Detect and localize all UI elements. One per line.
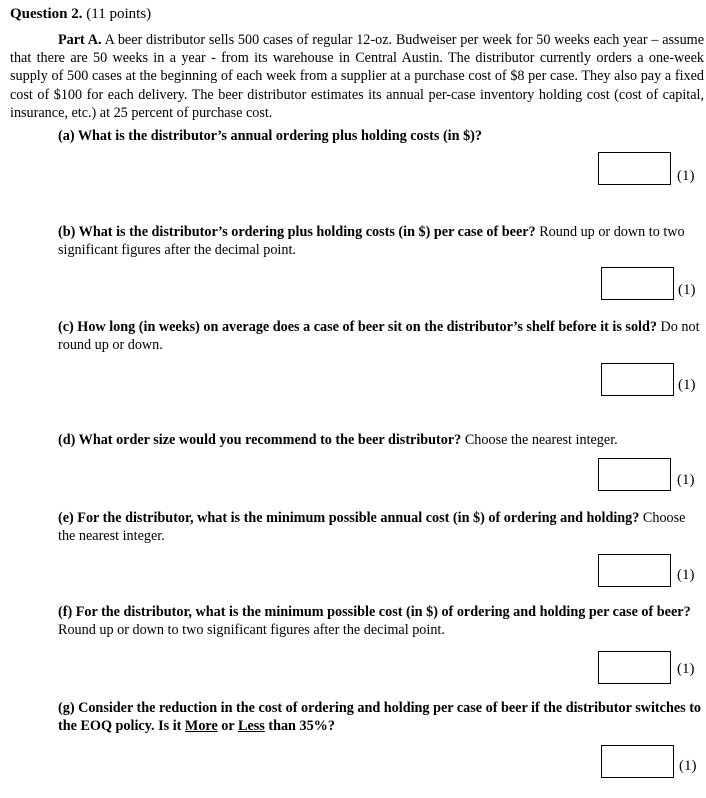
answer-box-g[interactable] — [601, 745, 674, 778]
question-c-note: Do not round up or down. — [58, 319, 700, 353]
part-a-label: Part A. — [58, 32, 102, 48]
question-header — [10, 6, 151, 23]
points-d: (1) — [677, 472, 695, 488]
question-d-text: (d) What order size would you recommend to the beer distributor? — [58, 432, 462, 448]
question-e-note: Choose the nearest integer. — [58, 510, 686, 544]
points-a: (1) — [677, 168, 695, 184]
question-d-note: Choose the nearest integer. — [464, 432, 618, 448]
points-c: (1) — [678, 377, 696, 393]
question-label: Question 2. — [10, 6, 83, 22]
points-b: (1) — [678, 282, 696, 298]
part-a-intro — [10, 31, 704, 122]
option-more: More — [184, 718, 218, 734]
answer-box-d[interactable] — [598, 458, 671, 491]
question-b-note: Round up or down to two significant figures after the decimal point. — [58, 224, 685, 258]
answer-box-f[interactable] — [598, 651, 671, 684]
part-a-text: A beer distributor sells 500 cases of regular 12-oz. Budweiser per week for 50 weeks each year – assume that there are 50 weeks in a year - from its warehouse in Central Austin. The distributor currently orders a one-week supply of 500 cases at the beginning of each week from a supplier at a purchase cost of $8 per case. They also pay a fixed cost of $100 for each delivery. The beer distributor estimates its annual per-case inventory holding cost (cost of capital, insurance, etc.) at 25 percent of purchase cost. — [10, 32, 705, 121]
question-f-text: (f) For the distributor, what is the minimum possible cost (in $) of ordering and holding per case of beer? — [58, 604, 691, 620]
question-b — [58, 223, 704, 259]
answer-box-b[interactable] — [601, 267, 674, 300]
question-b-text: (b) What is the distributor’s ordering plus holding costs (in $) per case of beer? — [58, 224, 536, 240]
question-e — [58, 509, 704, 545]
question-g — [58, 699, 704, 735]
answer-box-a[interactable] — [598, 152, 671, 185]
question-e-text: (e) For the distributor, what is the minimum possible annual cost (in $) of ordering and holding? — [58, 510, 640, 526]
question-points: (11 points) — [86, 6, 152, 22]
option-less: Less — [237, 718, 265, 734]
question-c-text: (c) How long (in weeks) on average does a case of beer sit on the distributor’s shelf before it is sold? — [58, 319, 657, 335]
question-d — [58, 431, 704, 449]
question-g-text: (g) Consider the reduction in the cost of ordering and holding per case of beer if the distributor switches to the EOQ policy. Is it More or Less than 35%? — [58, 700, 702, 734]
points-e: (1) — [677, 567, 695, 583]
question-a — [58, 127, 704, 145]
points-f: (1) — [677, 661, 695, 677]
question-c — [58, 318, 704, 354]
answer-box-e[interactable] — [598, 554, 671, 587]
question-f — [58, 603, 704, 639]
question-f-note: Round up or down to two significant figures after the decimal point. — [58, 622, 445, 638]
question-a-text: (a) What is the distributor’s annual ordering plus holding costs (in $)? — [58, 128, 482, 144]
points-g: (1) — [679, 758, 697, 774]
answer-box-c[interactable] — [601, 363, 674, 396]
